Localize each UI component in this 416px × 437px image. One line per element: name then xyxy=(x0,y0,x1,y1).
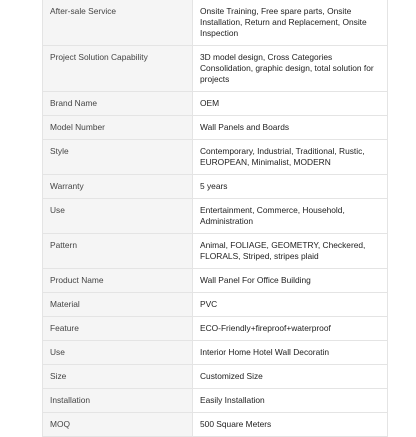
spec-table xyxy=(42,0,388,437)
spec-value: Animal, FOLIAGE, GEOMETRY, Checkered, FLORALS, Striped, stripes plaid xyxy=(193,234,388,269)
table-row xyxy=(43,234,388,269)
table-row xyxy=(43,175,388,199)
spec-label: Warranty xyxy=(43,175,193,199)
spec-label: Brand Name xyxy=(43,92,193,116)
spec-label: Installation xyxy=(43,389,193,413)
table-row xyxy=(43,413,388,437)
table-row xyxy=(43,199,388,234)
table-row xyxy=(43,389,388,413)
spec-label: Feature xyxy=(43,317,193,341)
spec-value: ECO-Friendly+fireproof+waterproof xyxy=(193,317,388,341)
table-row xyxy=(43,341,388,365)
table-row xyxy=(43,92,388,116)
spec-value: OEM xyxy=(193,92,388,116)
spec-label: Material xyxy=(43,293,193,317)
table-row xyxy=(43,0,388,46)
spec-value: Onsite Training, Free spare parts, Onsite Installation, Return and Replacement, Onsite Inspection xyxy=(193,0,388,46)
spec-value: Entertainment, Commerce, Household, Administration xyxy=(193,199,388,234)
table-row xyxy=(43,293,388,317)
spec-label: Size xyxy=(43,365,193,389)
spec-value: Customized Size xyxy=(193,365,388,389)
spec-label: Product Name xyxy=(43,269,193,293)
spec-value: Wall Panel For Office Building xyxy=(193,269,388,293)
spec-label: MOQ xyxy=(43,413,193,437)
spec-label: Pattern xyxy=(43,234,193,269)
spec-label: Use xyxy=(43,341,193,365)
table-row xyxy=(43,317,388,341)
table-row xyxy=(43,365,388,389)
table-row xyxy=(43,140,388,175)
spec-value: Contemporary, Industrial, Traditional, Rustic, EUROPEAN, Minimalist, MODERN xyxy=(193,140,388,175)
spec-label: Style xyxy=(43,140,193,175)
spec-value: Wall Panels and Boards xyxy=(193,116,388,140)
spec-value: Interior Home Hotel Wall Decoratin xyxy=(193,341,388,365)
spec-value: 500 Square Meters xyxy=(193,413,388,437)
spec-label: Model Number xyxy=(43,116,193,140)
spec-value: 5 years xyxy=(193,175,388,199)
spec-value: PVC xyxy=(193,293,388,317)
spec-label: After-sale Service xyxy=(43,0,193,46)
spec-value: 3D model design, Cross Categories Consolidation, graphic design, total solution for projects xyxy=(193,46,388,92)
table-row xyxy=(43,46,388,92)
spec-value: Easily Installation xyxy=(193,389,388,413)
table-row xyxy=(43,269,388,293)
spec-label: Project Solution Capability xyxy=(43,46,193,92)
table-row xyxy=(43,116,388,140)
spec-label: Use xyxy=(43,199,193,234)
